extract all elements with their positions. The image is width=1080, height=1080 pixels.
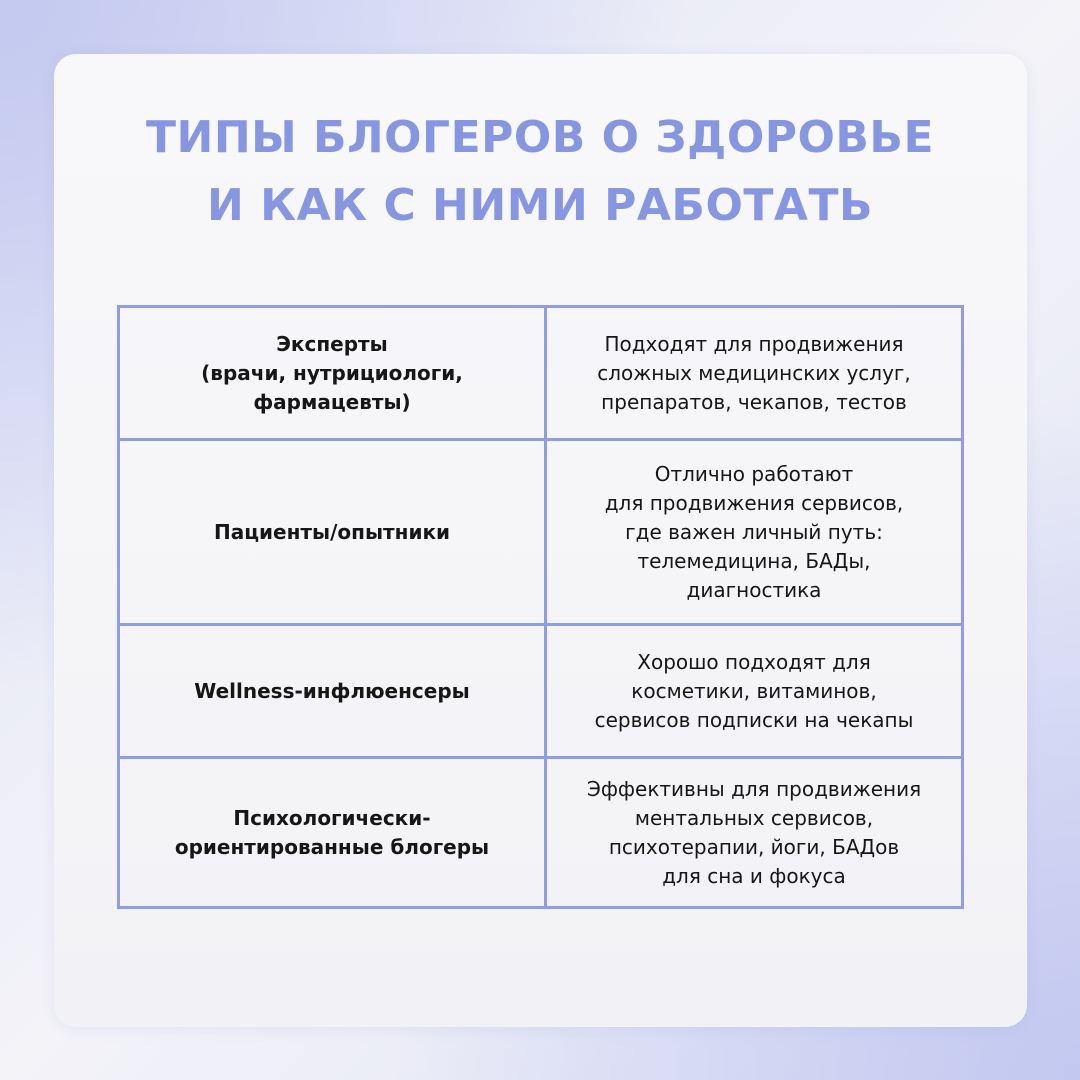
blogger-description-text: Хорошо подходят для <box>637 649 871 674</box>
blogger-description-cell <box>546 758 963 908</box>
blogger-description-text: психотерапии, йоги, БАДов <box>608 834 900 859</box>
blogger-description-text: для сна и фокуса <box>662 863 846 888</box>
table-row <box>119 440 963 625</box>
blogger-type-label: Эксперты <box>276 331 388 356</box>
blogger-type-label: фармацевты) <box>253 389 411 414</box>
blogger-description-text: телемедицина, БАДы, <box>637 548 871 573</box>
blogger-description-text: Отлично работают <box>654 461 854 486</box>
table-row <box>119 625 963 758</box>
blogger-description-cell <box>546 440 963 625</box>
blogger-description-text: Эффективны для продвижения <box>586 776 922 801</box>
blogger-description-cell <box>546 625 963 758</box>
blogger-type-label: (врачи, нутрициологи, <box>201 360 463 385</box>
blogger-type-label: Wellness-инфлюенсеры <box>194 678 470 703</box>
blogger-type-label: ориентированные блогеры <box>174 834 490 859</box>
blogger-description-text: сложных медицинских услуг, <box>597 360 911 385</box>
page-title <box>0 104 1080 240</box>
page-title-line-1: ТИПЫ БЛОГЕРОВ О ЗДОРОВЬЕ <box>145 112 934 163</box>
blogger-description-cell <box>546 307 963 440</box>
blogger-description-text: где важен личный путь: <box>625 519 883 544</box>
blogger-description-text: сервисов подписки на чекапы <box>594 707 914 732</box>
blogger-description-text: косметики, витаминов, <box>631 678 877 703</box>
blogger-type-cell <box>119 440 546 625</box>
blogger-description-text: Подходят для продвижения <box>604 331 904 356</box>
blogger-type-cell <box>119 307 546 440</box>
blogger-type-label: Психологически- <box>233 805 431 830</box>
blogger-types-table <box>117 305 964 909</box>
page-title-line-2: И КАК С НИМИ РАБОТАТЬ <box>207 180 873 231</box>
blogger-type-label: Пациенты/опытники <box>213 519 451 544</box>
table-row <box>119 307 963 440</box>
blogger-description-text: для продвижения сервисов, <box>604 490 904 515</box>
table-row <box>119 758 963 908</box>
blogger-description-text: ментальных сервисов, <box>634 805 874 830</box>
blogger-description-text: диагностика <box>686 577 822 602</box>
blogger-type-cell <box>119 625 546 758</box>
blogger-description-text: препаратов, чекапов, тестов <box>601 389 907 414</box>
blogger-type-cell <box>119 758 546 908</box>
